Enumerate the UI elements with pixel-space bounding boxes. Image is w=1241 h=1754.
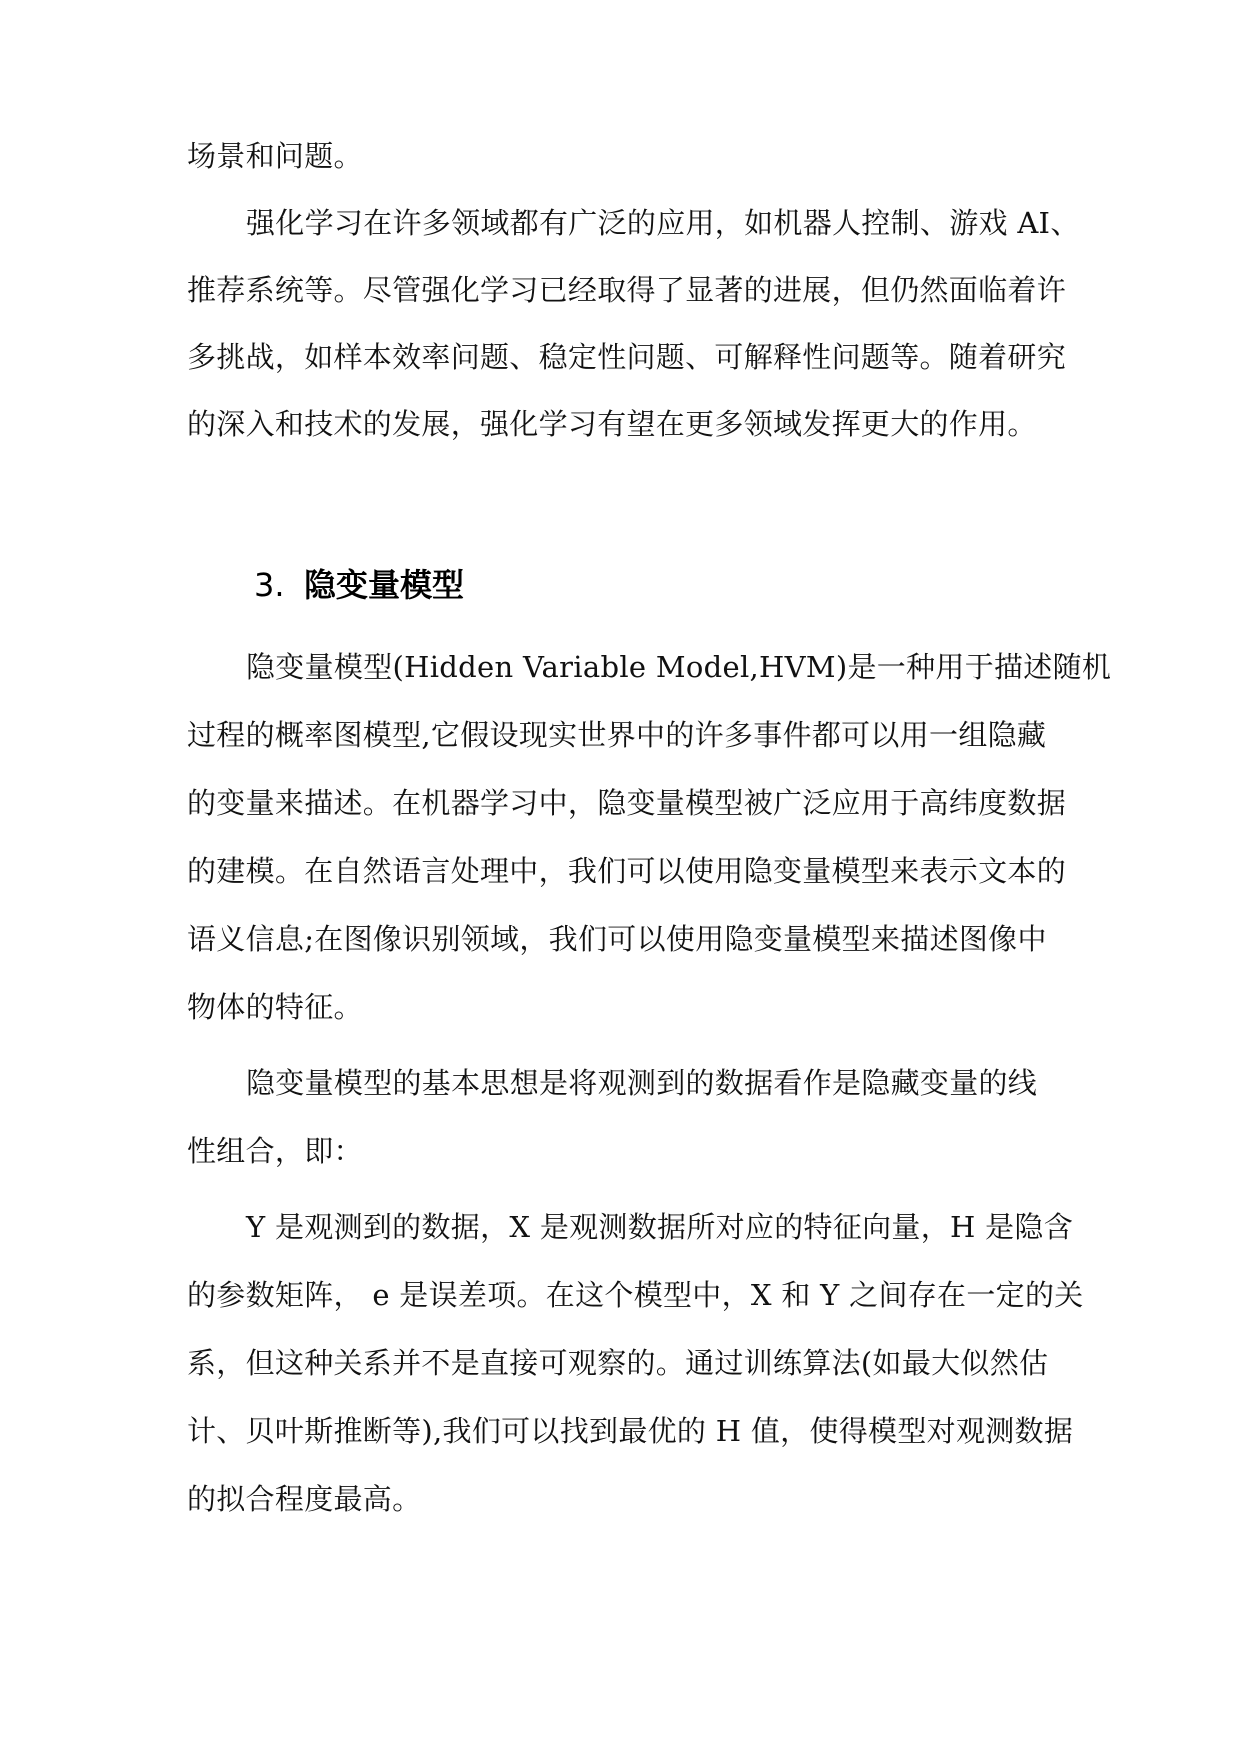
paragraph-line: 多挑战，如样本效率问题、稳定性问题、可解释性问题等。随着研究	[187, 340, 1067, 374]
paragraph-line: 过程的概率图模型,它假设现实世界中的许多事件都可以用一组隐藏	[187, 718, 1047, 752]
paragraph-line: 隐变量模型(Hidden Variable Model,HVM)是一种用于描述随机	[246, 650, 1112, 684]
paragraph-line: 物体的特征。	[187, 990, 363, 1024]
paragraph-line: 系，但这种关系并不是直接可观察的。通过训练算法(如最大似然估	[187, 1346, 1049, 1380]
paragraph-line: 语义信息;在图像识别领域，我们可以使用隐变量模型来描述图像中	[187, 922, 1047, 956]
paragraph-line: 的建模。在自然语言处理中，我们可以使用隐变量模型来表示文本的	[187, 854, 1067, 888]
paragraph-line: 的深入和技术的发展，强化学习有望在更多领域发挥更大的作用。	[187, 407, 1037, 441]
paragraph-line: Y 是观测到的数据，X 是观测数据所对应的特征向量，H 是隐含	[246, 1210, 1074, 1244]
paragraph-line: 的拟合程度最高。	[187, 1482, 422, 1516]
paragraph-line: 的参数矩阵， e 是误差项。在这个模型中，X 和 Y 之间存在一定的关	[187, 1278, 1084, 1312]
paragraph-line: 隐变量模型的基本思想是将观测到的数据看作是隐藏变量的线	[246, 1066, 1038, 1100]
section-heading	[254, 563, 464, 607]
paragraph-line: 强化学习在许多领域都有广泛的应用，如机器人控制、游戏 AI、	[246, 206, 1080, 240]
paragraph-line: 的变量来描述。在机器学习中，隐变量模型被广泛应用于高纬度数据	[187, 786, 1067, 820]
paragraph-line: 场景和问题。	[187, 139, 363, 173]
paragraph-line: 性组合，即：	[187, 1134, 363, 1168]
section-heading-number: 3.	[254, 566, 285, 604]
section-heading-title: 隐变量模型	[304, 566, 465, 604]
paragraph-line: 计、贝叶斯推断等),我们可以找到最优的 H 值，使得模型对观测数据	[187, 1414, 1074, 1448]
paragraph-line: 推荐系统等。尽管强化学习已经取得了显著的进展，但仍然面临着许	[187, 273, 1067, 307]
